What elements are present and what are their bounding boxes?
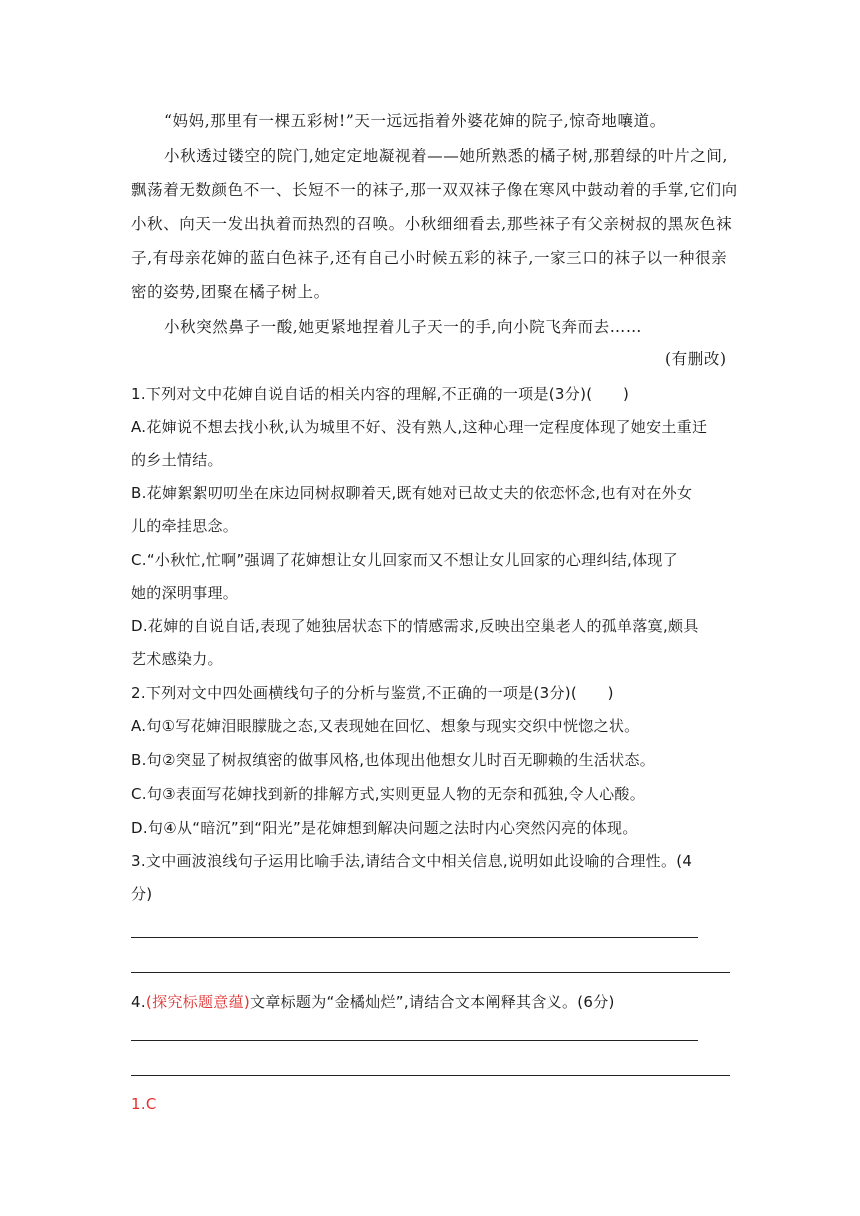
question-2-option-d: D.句④从“暗沉”到“阳光”是花婶想到解决问题之法时内心突然闪亮的体现。 — [131, 819, 638, 837]
question-1-option-d: D.花婶的自说自话,表现了她独居状态下的情感需求,反映出空巢老人的孤单落寞,颇具 — [131, 617, 699, 635]
question-3-stem-cont: 分) — [131, 885, 153, 903]
passage-paragraph-2-line: 小秋、向天一发出执着而热烈的召唤。小秋细细看去,那些袜子有父亲树叔的黑灰色袜 — [131, 215, 733, 233]
passage-paragraph-2-line: 飘荡着无数颜色不一、长短不一的袜子,那一双双袜子像在寒风中鼓动着的手掌,它们向 — [131, 181, 738, 199]
answer-line[interactable] — [131, 972, 730, 973]
answer-key: 1.C — [131, 1095, 157, 1113]
passage-paragraph-1: “妈妈,那里有一棵五彩树!”天一远远指着外婆花婶的院子,惊奇地嚷道。 — [164, 112, 666, 130]
question-2-option-a: A.句①写花婶泪眼朦胧之态,又表现她在回忆、想象与现实交织中恍惚之状。 — [131, 717, 640, 735]
passage-paragraph-2-line: 密的姿势,团聚在橘子树上。 — [131, 283, 330, 301]
source-note: (有删改) — [665, 350, 727, 368]
question-4-stem — [131, 992, 615, 1012]
question-2-stem: 2.下列对文中四处画横线句子的分析与鉴赏,不正确的一项是(3分)( ) — [131, 684, 614, 702]
answer-line[interactable] — [131, 1040, 698, 1041]
question-3-stem: 3.文中画波浪线句子运用比喻手法,请结合文中相关信息,说明如此设喻的合理性。(4 — [131, 852, 693, 870]
question-2-option-b: B.句②突显了树叔缜密的做事风格,也体现出他想女儿时百无聊赖的生活状态。 — [131, 751, 656, 769]
question-4-tag: (探究标题意蕴) — [145, 993, 251, 1011]
question-1-option-b-cont: 儿的牵挂思念。 — [131, 517, 239, 535]
answer-line[interactable] — [131, 937, 698, 938]
question-1-option-c-cont: 她的深明事理。 — [131, 584, 239, 602]
passage-paragraph-2-line: 子,有母亲花婶的蓝白色袜子,还有自己小时候五彩的袜子,一家三口的袜子以一种很亲 — [131, 249, 728, 267]
question-2-option-c: C.句③表面写花婶找到新的排解方式,实则更显人物的无奈和孤独,令人心酸。 — [131, 785, 646, 803]
passage-paragraph-3: 小秋突然鼻子一酸,她更紧地捏着儿子天一的手,向小院飞奔而去…… — [164, 318, 642, 336]
question-1-option-c: C.“小秋忙,忙啊”强调了花婶想让女儿回家而又不想让女儿回家的心理纠结,体现了 — [131, 551, 679, 569]
answer-line[interactable] — [131, 1075, 730, 1076]
question-1-stem: 1.下列对文中花婶自说自话的相关内容的理解,不正确的一项是(3分)( ) — [131, 385, 630, 403]
question-1-option-a: A.花婶说不想去找小秋,认为城里不好、没有熟人,这种心理一定程度体现了她安土重迁 — [131, 418, 708, 436]
question-1-option-d-cont: 艺术感染力。 — [131, 650, 223, 668]
question-1-option-a-cont: 的乡土情结。 — [131, 451, 223, 469]
question-4-text: 文章标题为“金橘灿烂”,请结合文本阐释其含义。(6分) — [250, 993, 615, 1011]
question-1-option-b: B.花婶絮絮叨叨坐在床边同树叔聊着天,既有她对已故丈夫的依恋怀念,也有对在外女 — [131, 484, 693, 502]
passage-paragraph-2-line: 小秋透过镂空的院门,她定定地凝视着——她所熟悉的橘子树,那碧绿的叶片之间, — [164, 147, 728, 165]
question-4-number: 4. — [131, 993, 146, 1011]
